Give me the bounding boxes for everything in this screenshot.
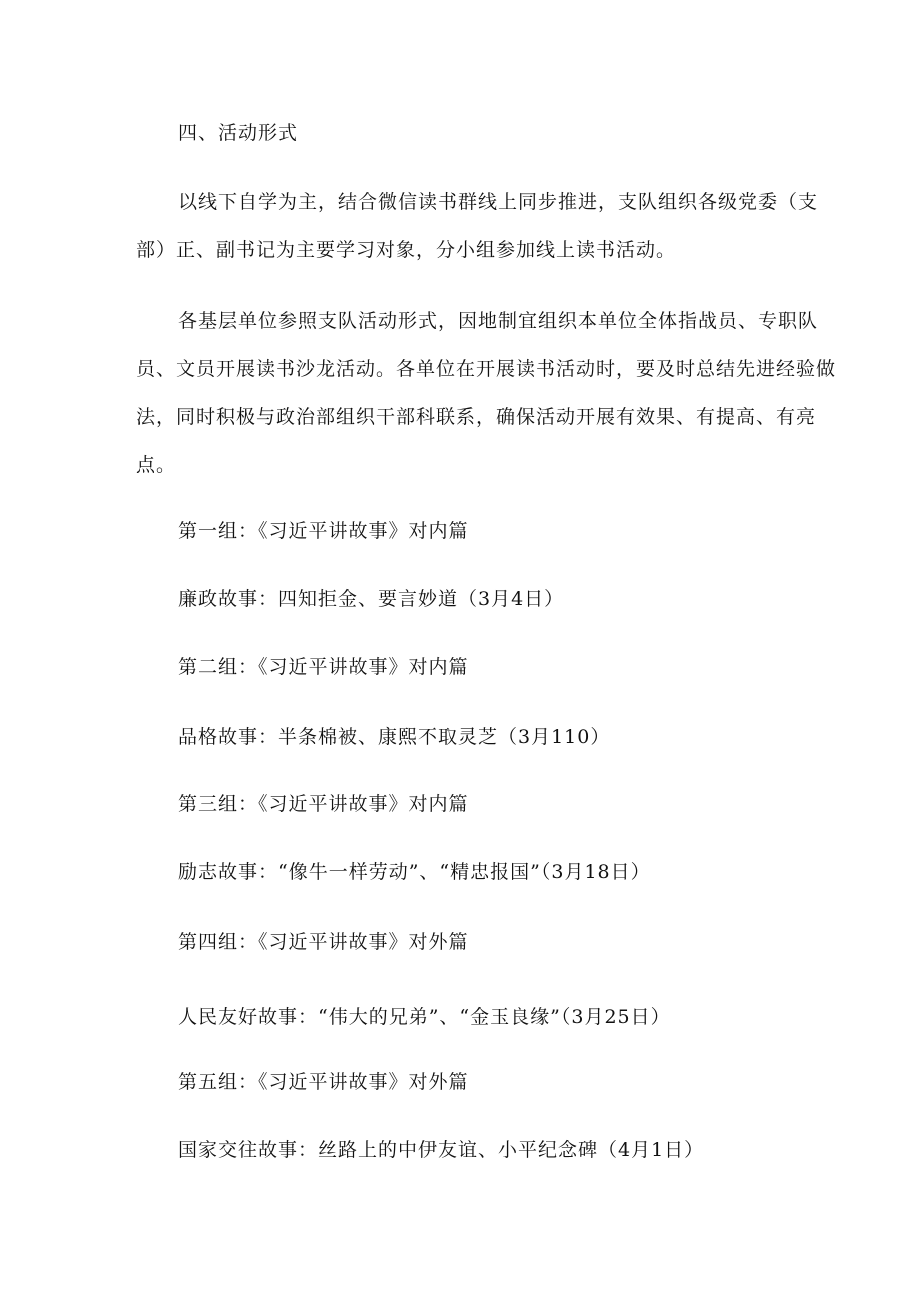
group-title: 第四组：《习近平讲故事》对外篇 <box>178 931 469 953</box>
paragraph-2-line-4: 点。 <box>136 454 177 476</box>
group-title: 第三组：《习近平讲故事》对内篇 <box>178 793 469 815</box>
section-heading: 四、活动形式 <box>178 122 299 144</box>
group-story: 廉政故事：四知拒金、要言妙道（3月4日） <box>178 588 565 610</box>
group-title: 第五组：《习近平讲故事》对外篇 <box>178 1071 469 1093</box>
group-story: 励志故事：“像牛一样劳动”、“精忠报国”（3月18日） <box>178 861 651 883</box>
group-title: 第二组：《习近平讲故事》对内篇 <box>178 656 469 678</box>
paragraph-2-line-2: 员、文员开展读书沙龙活动。各单位在开展读书活动时，要及时总结先进经验做 <box>136 358 837 380</box>
paragraph-1-line-2: 部）正、副书记为主要学习对象，分小组参加线上读书活动。 <box>136 239 677 261</box>
group-title: 第一组：《习近平讲故事》对内篇 <box>178 520 469 542</box>
group-story: 人民友好故事：“伟大的兄弟”、“金玉良缘”（3月25日） <box>178 1006 671 1028</box>
group-story: 品格故事：半条棉被、康熙不取灵芝（3月110） <box>178 726 611 748</box>
paragraph-2-line-1: 各基层单位参照支队活动形式，因地制宜组织本单位全体指战员、专职队 <box>178 310 819 332</box>
group-story: 国家交往故事：丝路上的中伊友谊、小平纪念碑（4月1日） <box>178 1139 705 1161</box>
paragraph-2-line-3: 法，同时积极与政治部组织干部科联系，确保活动开展有效果、有提高、有亮 <box>136 406 817 428</box>
paragraph-1-line-1: 以线下自学为主，结合微信读书群线上同步推进，支队组织各级党委（支 <box>178 191 819 213</box>
